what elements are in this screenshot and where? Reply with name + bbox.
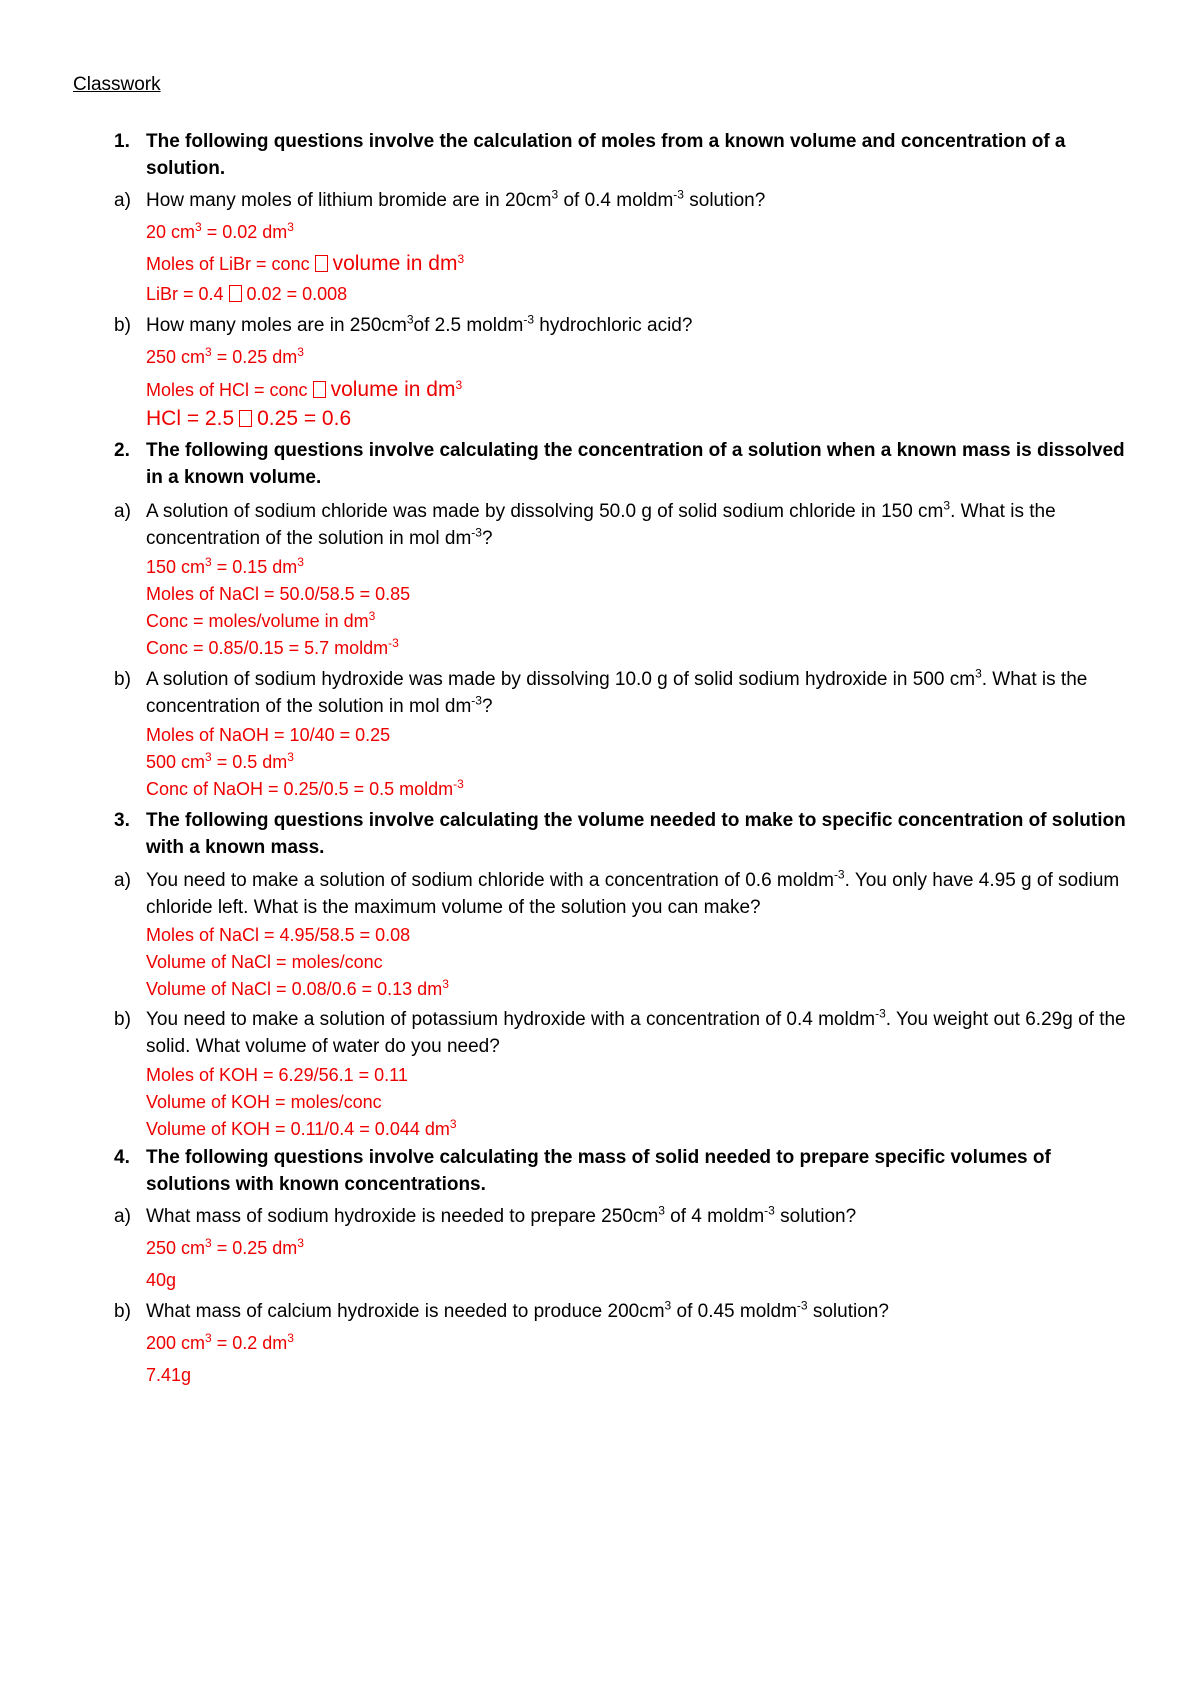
q2b-answer-1: Moles of NaOH = 10/40 = 0.25 bbox=[146, 725, 391, 745]
q3b-answer-3: Volume of KOH = 0.11/0.4 = 0.044 $dm^3$ bbox=[146, 1117, 457, 1139]
q3-number: 3. bbox=[114, 810, 130, 831]
page-heading: Classwork bbox=[73, 74, 161, 95]
q4a-label: a) bbox=[114, 1206, 131, 1227]
q3b-answer-2: Volume of KOH = moles/conc bbox=[146, 1092, 382, 1112]
q2b-answer-3: Conc of NaOH = 0.25/0.5 = 0.5 moldm$^{-3}$ bbox=[146, 777, 464, 799]
q2b-question: A solution of sodium hydroxide was made by dissolving 10.0 g of solid sodium hydroxide in 500 $cm^3$. What is the concentration of the solution in mol $dm^{-3}$? bbox=[146, 666, 1088, 717]
q1b-question: How many moles are in $250cm^3of$ 2.5 moldm$^{-3}$ hydrochloric acid? bbox=[146, 312, 693, 336]
q1a-question: How many moles of lithium bromide are in $20cm^3$ of 0.4 moldm$^{-3}$ solution? bbox=[146, 187, 766, 211]
q3b-label: b) bbox=[114, 1009, 131, 1030]
q2a-answer-4: Conc = 0.85/0.15 = 5.7 moldm$^{-3}$ bbox=[146, 636, 399, 658]
multiply-symbol-box bbox=[229, 285, 242, 302]
q2a-question: A solution of sodium chloride was made by dissolving 50.0 g of solid sodium chloride in 150 $cm^3$. What is the concentration of the solution in mol $dm^{-3}$? bbox=[146, 498, 1056, 549]
q2a-answer-3: Conc = moles/volume in $dm^3$ bbox=[146, 609, 376, 631]
q2a-label: a) bbox=[114, 501, 131, 522]
q4b-answer-1: 200 $cm^3 = 0.2$ $dm^3$ bbox=[146, 1331, 294, 1353]
q3b-answer-1: Moles of KOH = 6.29/56.1 = 0.11 bbox=[146, 1065, 408, 1085]
q3-text: The following questions involve calculating the volume needed to make to specific concentration of solution with a known mass. bbox=[146, 810, 1126, 858]
q1b-label: b) bbox=[114, 315, 131, 336]
q3a-answer-3: Volume of NaCl = 0.08/0.6 = 0.13 $dm^3$ bbox=[146, 977, 449, 999]
q4b-question: What mass of calcium hydroxide is needed to produce $200cm^3$ of 0.45 moldm$^{-3}$ solution? bbox=[146, 1298, 889, 1322]
q4b-answer-2: 7.41g bbox=[146, 1365, 192, 1385]
multiply-symbol-box bbox=[315, 255, 328, 272]
q2-text: The following questions involve calculating the concentration of a solution when a known mass is dissolved in a known volume. bbox=[146, 440, 1125, 488]
q3a-answer-2: Volume of NaCl = moles/conc bbox=[146, 952, 383, 972]
q4b-label: b) bbox=[114, 1301, 131, 1322]
q2a-answer-1: 150 $cm^3 = 0.15$ $dm^3$ bbox=[146, 555, 304, 577]
q1a-answer-1: 20 $cm^3 = 0.02$ $dm^3$ bbox=[146, 220, 294, 242]
q4-text: The following questions involve calculating the mass of solid needed to prepare specific volumes of solutions with known concentrations. bbox=[146, 1147, 1051, 1195]
q1b-answer-1: 250 $cm^3 = 0.25$ $dm^3$ bbox=[146, 345, 304, 367]
q1-text: The following questions involve the calculation of moles from a known volume and concentration of a solution. bbox=[146, 131, 1066, 179]
q1-number: 1. bbox=[114, 131, 130, 152]
q1a-answer-2: Moles of LiBr = conc volume in $dm^3$ bbox=[146, 252, 465, 275]
q4-number: 4. bbox=[114, 1147, 130, 1168]
q4a-question: What mass of sodium hydroxide is needed to prepare $250cm^3$ of 4 moldm$^{-3}$ solution? bbox=[146, 1203, 857, 1227]
q1b-answer-2: Moles of HCl = conc volume in $dm^3$ bbox=[146, 378, 463, 401]
q3a-label: a) bbox=[114, 870, 131, 891]
q2-number: 2. bbox=[114, 440, 130, 461]
q2a-answer-2: Moles of NaCl = 50.0/58.5 = 0.85 bbox=[146, 584, 411, 604]
q1a-answer-3: LiBr = 0.4 0.02 = 0.008 bbox=[146, 284, 348, 304]
q3a-answer-1: Moles of NaCl = 4.95/58.5 = 0.08 bbox=[146, 925, 411, 945]
q2b-label: b) bbox=[114, 669, 131, 690]
q1b-answer-3: HCl = 2.5 0.25 = 0.6 bbox=[146, 407, 352, 430]
q4a-answer-1: 250 $cm^3 = 0.25$ $dm^3$ bbox=[146, 1236, 304, 1258]
q1a-label: a) bbox=[114, 190, 131, 211]
q3b-question: You need to make a solution of potassium hydroxide with a concentration of 0.4 moldm$^{-3}$. You weight out 6.29g of the solid. What volume of water do you need? bbox=[146, 1006, 1126, 1057]
q4a-answer-2: 40g bbox=[146, 1270, 177, 1290]
multiply-symbol-box bbox=[313, 381, 326, 398]
q2b-answer-2: 500 $cm^3 = 0.5$ $dm^3$ bbox=[146, 750, 294, 772]
multiply-symbol-box bbox=[239, 410, 252, 427]
q3a-question: You need to make a solution of sodium chloride with a concentration of 0.6 moldm$^{-3}$. You only have 4.95 g of sodium chloride left. What is the maximum volume of the solution you can make? bbox=[146, 867, 1120, 918]
